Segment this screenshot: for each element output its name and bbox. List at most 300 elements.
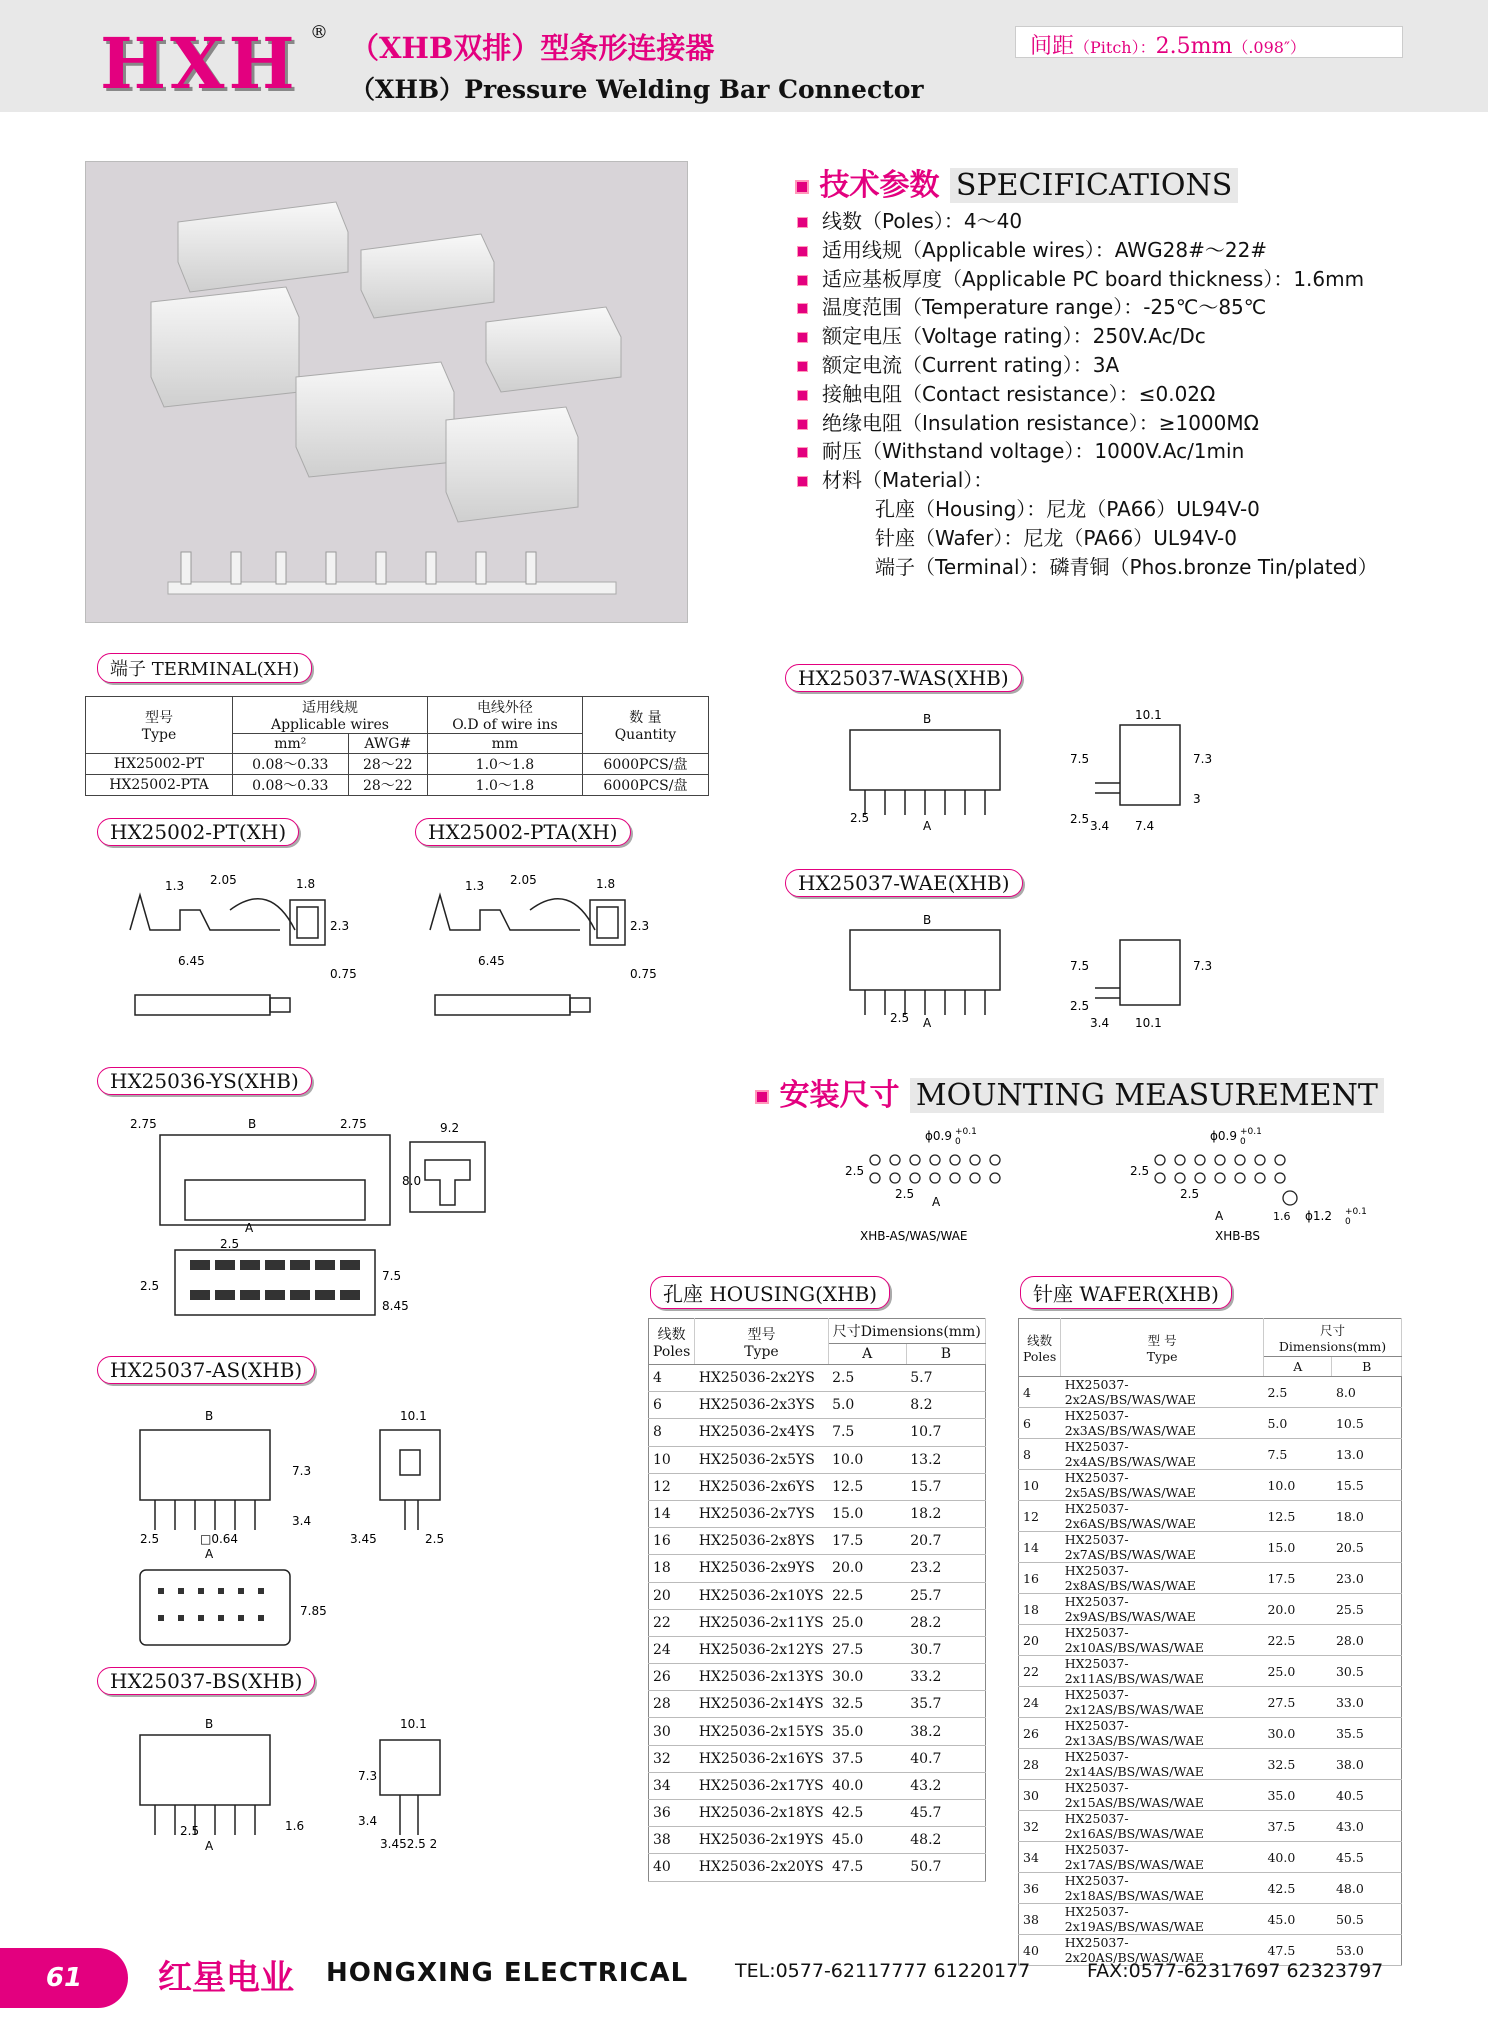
wafer-label: 针座 WAFER(XHB) [1020, 1276, 1232, 1309]
table-cell: 48.2 [906, 1827, 985, 1854]
th-mm2: mm² [233, 734, 349, 754]
table-cell: HX25037-2x13AS/BS/WAS/WAE [1061, 1718, 1264, 1749]
table-cell: 10.7 [906, 1419, 985, 1446]
table-cell: 13.2 [906, 1446, 985, 1473]
table-cell: 35.0 [1263, 1780, 1332, 1811]
table-cell: 32 [1019, 1811, 1061, 1842]
table-cell: 42.5 [828, 1800, 906, 1827]
spec-item [797, 409, 1417, 438]
table-cell: 16 [1019, 1563, 1061, 1594]
label-bs: HX25037-BS(XHB) [97, 1667, 315, 1695]
dim-label: A [245, 1221, 254, 1235]
dim-label: 2.5 [1130, 1164, 1150, 1178]
th-type: 型号 Type [86, 697, 233, 754]
dim-label: 8.0 [402, 1174, 422, 1188]
page-number: 61 [0, 1948, 128, 2008]
dim-label: 10.1 [1135, 708, 1162, 722]
dim-label: 2.3 [630, 919, 650, 933]
table-cell: 38.0 [1332, 1749, 1402, 1780]
table-row [1019, 1656, 1402, 1687]
hole-grid-as [870, 1155, 1000, 1183]
terminal-pt-drawing [120, 860, 370, 1070]
table-cell: HX25037-2x8AS/BS/WAS/WAE [1061, 1563, 1264, 1594]
table-row [1019, 1594, 1402, 1625]
label-as: HX25037-AS(XHB) [97, 1356, 315, 1384]
dim-label: 2.5 [1070, 812, 1090, 826]
terminal-label: 端子 TERMINAL(XH) [97, 653, 312, 683]
table-row [649, 1691, 986, 1718]
dim-label: 3 [1193, 792, 1201, 806]
as-pin-grid [158, 1588, 264, 1621]
table-row [649, 1528, 986, 1555]
table-cell: HX25037-2x18AS/BS/WAS/WAE [1061, 1873, 1264, 1904]
bullet-icon [797, 390, 808, 401]
bullet-icon [797, 476, 808, 487]
table-cell: HX25037-2x20AS/BS/WAS/WAE [1061, 1935, 1264, 1966]
bullet-icon [797, 275, 808, 286]
table-cell: 15.0 [828, 1500, 906, 1527]
table-row [1019, 1625, 1402, 1656]
dim-label: 7.3 [1193, 752, 1213, 766]
bullet-icon [797, 419, 808, 430]
dim-label: ϕ0.9 [925, 1129, 952, 1143]
table-cell: 28 [649, 1691, 695, 1718]
table-cell: 33.2 [906, 1664, 985, 1691]
table-cell: 38.2 [906, 1718, 985, 1745]
table-row: HX25002-PT 0.08～0.33 28～22 1.0～1.8 6000PCS/盘 [86, 754, 709, 775]
dim-label: 6.45 [478, 954, 505, 968]
mounting-heading-cn: 安装尺寸 [779, 1078, 900, 1113]
spec-item [797, 351, 1417, 380]
bullet-icon [797, 246, 808, 257]
table-cell: HX25036-2x12YS [695, 1636, 828, 1663]
label-wae: HX25037-WAE(XHB) [785, 869, 1023, 897]
spec-text: 线数（Poles）：4～40 [822, 209, 1023, 233]
dim-label: +0.1 [955, 1127, 977, 1137]
table-cell: HX25037-2x11AS/BS/WAS/WAE [1061, 1656, 1264, 1687]
table-cell: 10.5 [1332, 1408, 1402, 1439]
table-cell: 15.0 [1263, 1532, 1332, 1563]
table-row [1019, 1873, 1402, 1904]
th-awg: AWG# [348, 734, 427, 754]
as-wafer-drawing [120, 1400, 480, 1660]
table-cell: 20.5 [1332, 1532, 1402, 1563]
table-cell: 30.0 [1263, 1718, 1332, 1749]
table-cell: 40 [649, 1854, 695, 1881]
material-item: 孔座（Housing）：尼龙（PA66）UL94V-0 [875, 496, 1260, 521]
th-b: B [1332, 1357, 1402, 1377]
table-cell: 10.0 [828, 1446, 906, 1473]
table-cell: HX25036-2x4YS [695, 1419, 828, 1446]
table-cell: HX25037-2x6AS/BS/WAS/WAE [1061, 1501, 1264, 1532]
table-cell: 8 [1019, 1439, 1061, 1470]
table-cell: 4 [1019, 1377, 1061, 1408]
table-row [1019, 1377, 1402, 1408]
table-cell: HX25036-2x2YS [695, 1365, 828, 1392]
dim-label: □0.64 [200, 1532, 239, 1546]
table-cell: 37.5 [828, 1745, 906, 1772]
dim-label: B [923, 712, 932, 726]
table-cell: HX25036-2x5YS [695, 1446, 828, 1473]
table-cell: 15.5 [1332, 1470, 1402, 1501]
table-cell: 20 [649, 1582, 695, 1609]
table-cell: HX25036-2x6YS [695, 1473, 828, 1500]
table-cell: 35.0 [828, 1718, 906, 1745]
registered-mark: ® [310, 22, 328, 43]
table-cell: HX25036-2x7YS [695, 1500, 828, 1527]
table-cell: 16 [649, 1528, 695, 1555]
table-cell: 22 [1019, 1656, 1061, 1687]
table-cell: 40.5 [1332, 1780, 1402, 1811]
spec-text: 额定电压（Voltage rating）：250V.Ac/Dc [822, 324, 1206, 349]
table-cell: 24 [649, 1636, 695, 1663]
wafer-table [1018, 1318, 1402, 1966]
table-cell: HX25037-2x12AS/BS/WAS/WAE [1061, 1687, 1264, 1718]
table-cell: HX25036-2x16YS [695, 1745, 828, 1772]
spec-text: 温度范围（Temperature range）：-25℃～85℃ [822, 295, 1267, 320]
dim-label: 7.5 [382, 1269, 402, 1283]
th-wires: 适用线规 Applicable wires [233, 697, 428, 734]
pitch-label: （Pitch）： [1074, 38, 1156, 57]
table-cell: HX25037-2x2AS/BS/WAS/WAE [1061, 1377, 1264, 1408]
dim-label: 1.3 [165, 879, 185, 893]
specs-list [797, 207, 1417, 581]
th-b: B [906, 1344, 985, 1365]
table-cell: 15.7 [906, 1473, 985, 1500]
table-cell: HX25037-2x14AS/BS/WAS/WAE [1061, 1749, 1264, 1780]
label-ys: HX25036-YS(XHB) [97, 1067, 312, 1095]
table-cell: 43.0 [1332, 1811, 1402, 1842]
table-cell: 12 [649, 1473, 695, 1500]
table-cell: 5.0 [828, 1392, 906, 1419]
housing-table [648, 1318, 986, 1882]
material-item: 端子（Terminal）：磷青铜（Phos.bronze Tin/plated） [875, 554, 1378, 579]
th-type: 型 号 Type [1061, 1319, 1264, 1377]
table-cell: 36 [649, 1800, 695, 1827]
th-od: 电线外径 O.D of wire ins [427, 697, 582, 734]
dim-label: 7.5 [1070, 959, 1090, 973]
bs-wafer-drawing [120, 1710, 480, 1860]
spec-item [797, 322, 1417, 351]
table-row [1019, 1532, 1402, 1563]
table-cell: 47.5 [1263, 1935, 1332, 1966]
dim-label: 3.4 [1090, 1016, 1110, 1030]
table-cell: 37.5 [1263, 1811, 1332, 1842]
dim-label: 7.3 [1193, 959, 1213, 973]
dim-label: 7.5 [1070, 752, 1090, 766]
dim-label: +0.1 [1345, 1207, 1367, 1217]
spec-item [797, 236, 1417, 265]
bullet-icon [797, 217, 808, 228]
dim-label: 1.6 [1273, 1210, 1291, 1223]
pitch-inch: （.098″） [1232, 38, 1306, 57]
table-cell: 6 [1019, 1408, 1061, 1439]
dim-label: 0 [1345, 1217, 1351, 1227]
table-cell: 23.0 [1332, 1563, 1402, 1594]
spec-text: 接触电阻（Contact resistance）：≤0.02Ω [822, 381, 1216, 406]
ys-housing-drawing [120, 1110, 520, 1330]
table-row [649, 1473, 986, 1500]
dim-label: A [1215, 1209, 1224, 1223]
pitch-box [1015, 26, 1403, 58]
dim-label: 10.1 [1135, 1016, 1162, 1030]
table-cell: 25.7 [906, 1582, 985, 1609]
dim-label: 2.05 [210, 873, 237, 887]
table-cell: 45.0 [1263, 1904, 1332, 1935]
table-cell: 30 [649, 1718, 695, 1745]
dim-label: 2.5 [140, 1279, 160, 1293]
table-cell: HX25036-2x10YS [695, 1582, 828, 1609]
table-row [1019, 1470, 1402, 1501]
table-cell: 30.7 [906, 1636, 985, 1663]
dim-label: 2.75 [340, 1117, 367, 1131]
table-row [1019, 1408, 1402, 1439]
table-cell: 34 [1019, 1842, 1061, 1873]
table-row [1019, 1687, 1402, 1718]
table-cell: 17.5 [828, 1528, 906, 1555]
dim-label: 3.452.5 2 [380, 1837, 438, 1851]
table-row [649, 1419, 986, 1446]
spec-text: 额定电流（Current rating）：3A [822, 352, 1120, 377]
table-cell: HX25036-2x9YS [695, 1555, 828, 1582]
table-row [649, 1365, 986, 1392]
table-cell: 28.2 [906, 1609, 985, 1636]
bullet-icon [797, 447, 808, 458]
table-cell: 42.5 [1263, 1873, 1332, 1904]
table-cell: 8 [649, 1419, 695, 1446]
company-en: HONGXING ELECTRICAL [326, 1958, 689, 1988]
dim-label: 2.3 [330, 919, 350, 933]
table-cell: 45.0 [828, 1827, 906, 1854]
terminal-pta-drawing [420, 860, 670, 1070]
table-cell: 20.7 [906, 1528, 985, 1555]
table-cell: 47.5 [828, 1854, 906, 1881]
dim-label: 1.6 [285, 1819, 305, 1833]
spec-item [797, 265, 1417, 294]
table-cell: 12.5 [1263, 1501, 1332, 1532]
table-cell: 25.0 [1263, 1656, 1332, 1687]
table-cell: 2.5 [1263, 1377, 1332, 1408]
dim-label: 3.45 [350, 1532, 377, 1546]
spec-item [797, 380, 1417, 409]
table-cell: HX25037-2x15AS/BS/WAS/WAE [1061, 1780, 1264, 1811]
table-row [649, 1582, 986, 1609]
table-row [649, 1800, 986, 1827]
table-row [1019, 1780, 1402, 1811]
connector-photo-illustration [86, 162, 689, 624]
pitch-cn: 间距 [1030, 34, 1075, 59]
table-cell: 30.0 [828, 1664, 906, 1691]
table-cell: HX25036-2x3YS [695, 1392, 828, 1419]
dim-label: A [205, 1839, 214, 1853]
dim-label: 2.5 [850, 811, 870, 825]
table-cell: HX25036-2x14YS [695, 1691, 828, 1718]
th-type: 型号 Type [695, 1319, 828, 1365]
table-cell: 40.0 [1263, 1842, 1332, 1873]
table-cell: 18.2 [906, 1500, 985, 1527]
table-cell: HX25037-2x16AS/BS/WAS/WAE [1061, 1811, 1264, 1842]
table-row [649, 1609, 986, 1636]
table-cell: 12 [1019, 1501, 1061, 1532]
table-cell: 7.5 [1263, 1439, 1332, 1470]
spec-text: 材料（Material）： [822, 468, 994, 493]
table-cell: 2.5 [828, 1365, 906, 1392]
dim-label: 8.45 [382, 1299, 409, 1313]
title-en: （XHB）Pressure Welding Bar Connector [350, 75, 924, 104]
table-cell: 40.0 [828, 1772, 906, 1799]
telephone: TEL:0577-62117777 61220177 [735, 1960, 1031, 1982]
table-cell: HX25036-2x13YS [695, 1664, 828, 1691]
spec-item [797, 207, 1417, 236]
dim-label: 2.75 [130, 1117, 157, 1131]
table-cell: 28.0 [1332, 1625, 1402, 1656]
table-cell: 18.0 [1332, 1501, 1402, 1532]
dim-label: 2.5 [425, 1532, 445, 1546]
table-cell: 22 [649, 1609, 695, 1636]
table-cell: 14 [1019, 1532, 1061, 1563]
specs-heading-en: SPECIFICATIONS [950, 168, 1238, 203]
th-mm: mm [427, 734, 582, 754]
dim-label: B [248, 1117, 257, 1131]
mounting-caption-as: XHB-AS/WAS/WAE [860, 1229, 968, 1243]
table-cell: 48.0 [1332, 1873, 1402, 1904]
mounting-heading-en: MOUNTING MEASUREMENT [910, 1078, 1384, 1113]
table-cell: 20.0 [1263, 1594, 1332, 1625]
table-cell: 53.0 [1332, 1935, 1402, 1966]
table-cell: 13.0 [1332, 1439, 1402, 1470]
dim-label: 0 [955, 1137, 961, 1147]
table-cell: 20.0 [828, 1555, 906, 1582]
th-poles: 线数 Poles [1019, 1319, 1061, 1377]
table-cell: 25.5 [1332, 1594, 1402, 1625]
label-pt: HX25002-PT(XH) [97, 818, 299, 846]
th-poles: 线数 Poles [649, 1319, 695, 1365]
label-pta: HX25002-PTA(XH) [415, 818, 631, 846]
table-cell: 32.5 [828, 1691, 906, 1718]
dim-label: 7.4 [1135, 819, 1155, 833]
table-cell: HX25036-2x19YS [695, 1827, 828, 1854]
spec-item [797, 437, 1417, 466]
table-cell: 5.7 [906, 1365, 985, 1392]
table-cell: 38 [649, 1827, 695, 1854]
dim-label: 7.85 [300, 1604, 327, 1618]
table-cell: 20 [1019, 1625, 1061, 1656]
dim-label: 2.5 [180, 1824, 200, 1838]
dim-label: 2.5 [140, 1532, 160, 1546]
dim-label: B [205, 1717, 214, 1731]
fax: FAX:0577-62317697 62323797 [1087, 1960, 1384, 1982]
table-cell: 26 [649, 1664, 695, 1691]
table-row [1019, 1501, 1402, 1532]
table-row [649, 1664, 986, 1691]
table-row [1019, 1718, 1402, 1749]
table-cell: 28 [1019, 1749, 1061, 1780]
th-a: A [828, 1344, 906, 1365]
heading-square-icon [795, 180, 809, 194]
table-row [649, 1718, 986, 1745]
table-cell: HX25037-2x17AS/BS/WAS/WAE [1061, 1842, 1264, 1873]
table-cell: 30.5 [1332, 1656, 1402, 1687]
table-cell: HX25036-2x17YS [695, 1772, 828, 1799]
dim-label: 7.3 [358, 1769, 378, 1783]
dim-label: 3.4 [358, 1814, 378, 1828]
table-cell: 8.0 [1332, 1377, 1402, 1408]
table-row [649, 1555, 986, 1582]
dim-label: A [923, 1016, 932, 1030]
spec-text: 适用线规（Applicable wires）：AWG28#～22# [822, 237, 1268, 262]
dim-label: 1.8 [296, 877, 316, 891]
table-cell: 36 [1019, 1873, 1061, 1904]
dim-label: B [923, 913, 932, 927]
was-wafer-drawing [835, 705, 1235, 840]
dim-label: 2.5 [1070, 999, 1090, 1013]
table-cell: 4 [649, 1365, 695, 1392]
heading-square-icon [755, 1090, 769, 1104]
table-cell: HX25037-2x19AS/BS/WAS/WAE [1061, 1904, 1264, 1935]
dim-label: 0.75 [630, 967, 657, 981]
mounting-heading [755, 1070, 1384, 1114]
table-cell: 35.7 [906, 1691, 985, 1718]
table-cell: 18 [1019, 1594, 1061, 1625]
table-cell: 27.5 [1263, 1687, 1332, 1718]
dim-label: 0 [1240, 1137, 1246, 1147]
table-row [649, 1446, 986, 1473]
dim-label: 2.5 [845, 1164, 865, 1178]
spec-item [797, 466, 1417, 495]
table-cell: HX25037-2x9AS/BS/WAS/WAE [1061, 1594, 1264, 1625]
bullet-icon [797, 361, 808, 372]
specs-heading [795, 160, 1238, 204]
table-cell: HX25036-2x11YS [695, 1609, 828, 1636]
table-row: HX25002-PTA 0.08～0.33 28～22 1.0～1.8 6000PCS/盘 [86, 775, 709, 796]
table-cell: 33.0 [1332, 1687, 1402, 1718]
dim-label: 7.3 [292, 1464, 312, 1478]
specs-heading-cn: 技术参数 [819, 168, 940, 203]
table-cell: HX25037-2x10AS/BS/WAS/WAE [1061, 1625, 1264, 1656]
table-cell: 10.0 [1263, 1470, 1332, 1501]
table-row [649, 1827, 986, 1854]
dim-label: A [205, 1547, 214, 1561]
table-cell: 30 [1019, 1780, 1061, 1811]
table-cell: 45.7 [906, 1800, 985, 1827]
table-cell: 40 [1019, 1935, 1061, 1966]
table-cell: 27.5 [828, 1636, 906, 1663]
dim-label: 2.5 [220, 1237, 240, 1251]
hole-grid-bs [1155, 1155, 1297, 1205]
table-cell: 18 [649, 1555, 695, 1582]
table-row [649, 1392, 986, 1419]
table-cell: HX25036-2x20YS [695, 1854, 828, 1881]
dim-label: 10.1 [400, 1717, 427, 1731]
table-cell: 12.5 [828, 1473, 906, 1500]
table-cell: HX25036-2x8YS [695, 1528, 828, 1555]
ys-pin-grid [190, 1260, 360, 1300]
table-cell: 45.5 [1332, 1842, 1402, 1873]
table-cell: HX25036-2x18YS [695, 1800, 828, 1827]
brand-logo: HXH [100, 22, 299, 105]
table-row [1019, 1439, 1402, 1470]
dim-label: B [205, 1409, 214, 1423]
company-cn: 红星电业 [158, 1958, 294, 1998]
table-cell: 23.2 [906, 1555, 985, 1582]
th-dim: 尺寸Dimensions(mm) [828, 1319, 985, 1344]
title-cn: （XHB双排）型条形连接器 [350, 31, 715, 65]
table-row [649, 1772, 986, 1799]
table-cell: 8.2 [906, 1392, 985, 1419]
product-photo [85, 161, 688, 623]
table-cell: 10 [1019, 1470, 1061, 1501]
table-cell: 14 [649, 1500, 695, 1527]
